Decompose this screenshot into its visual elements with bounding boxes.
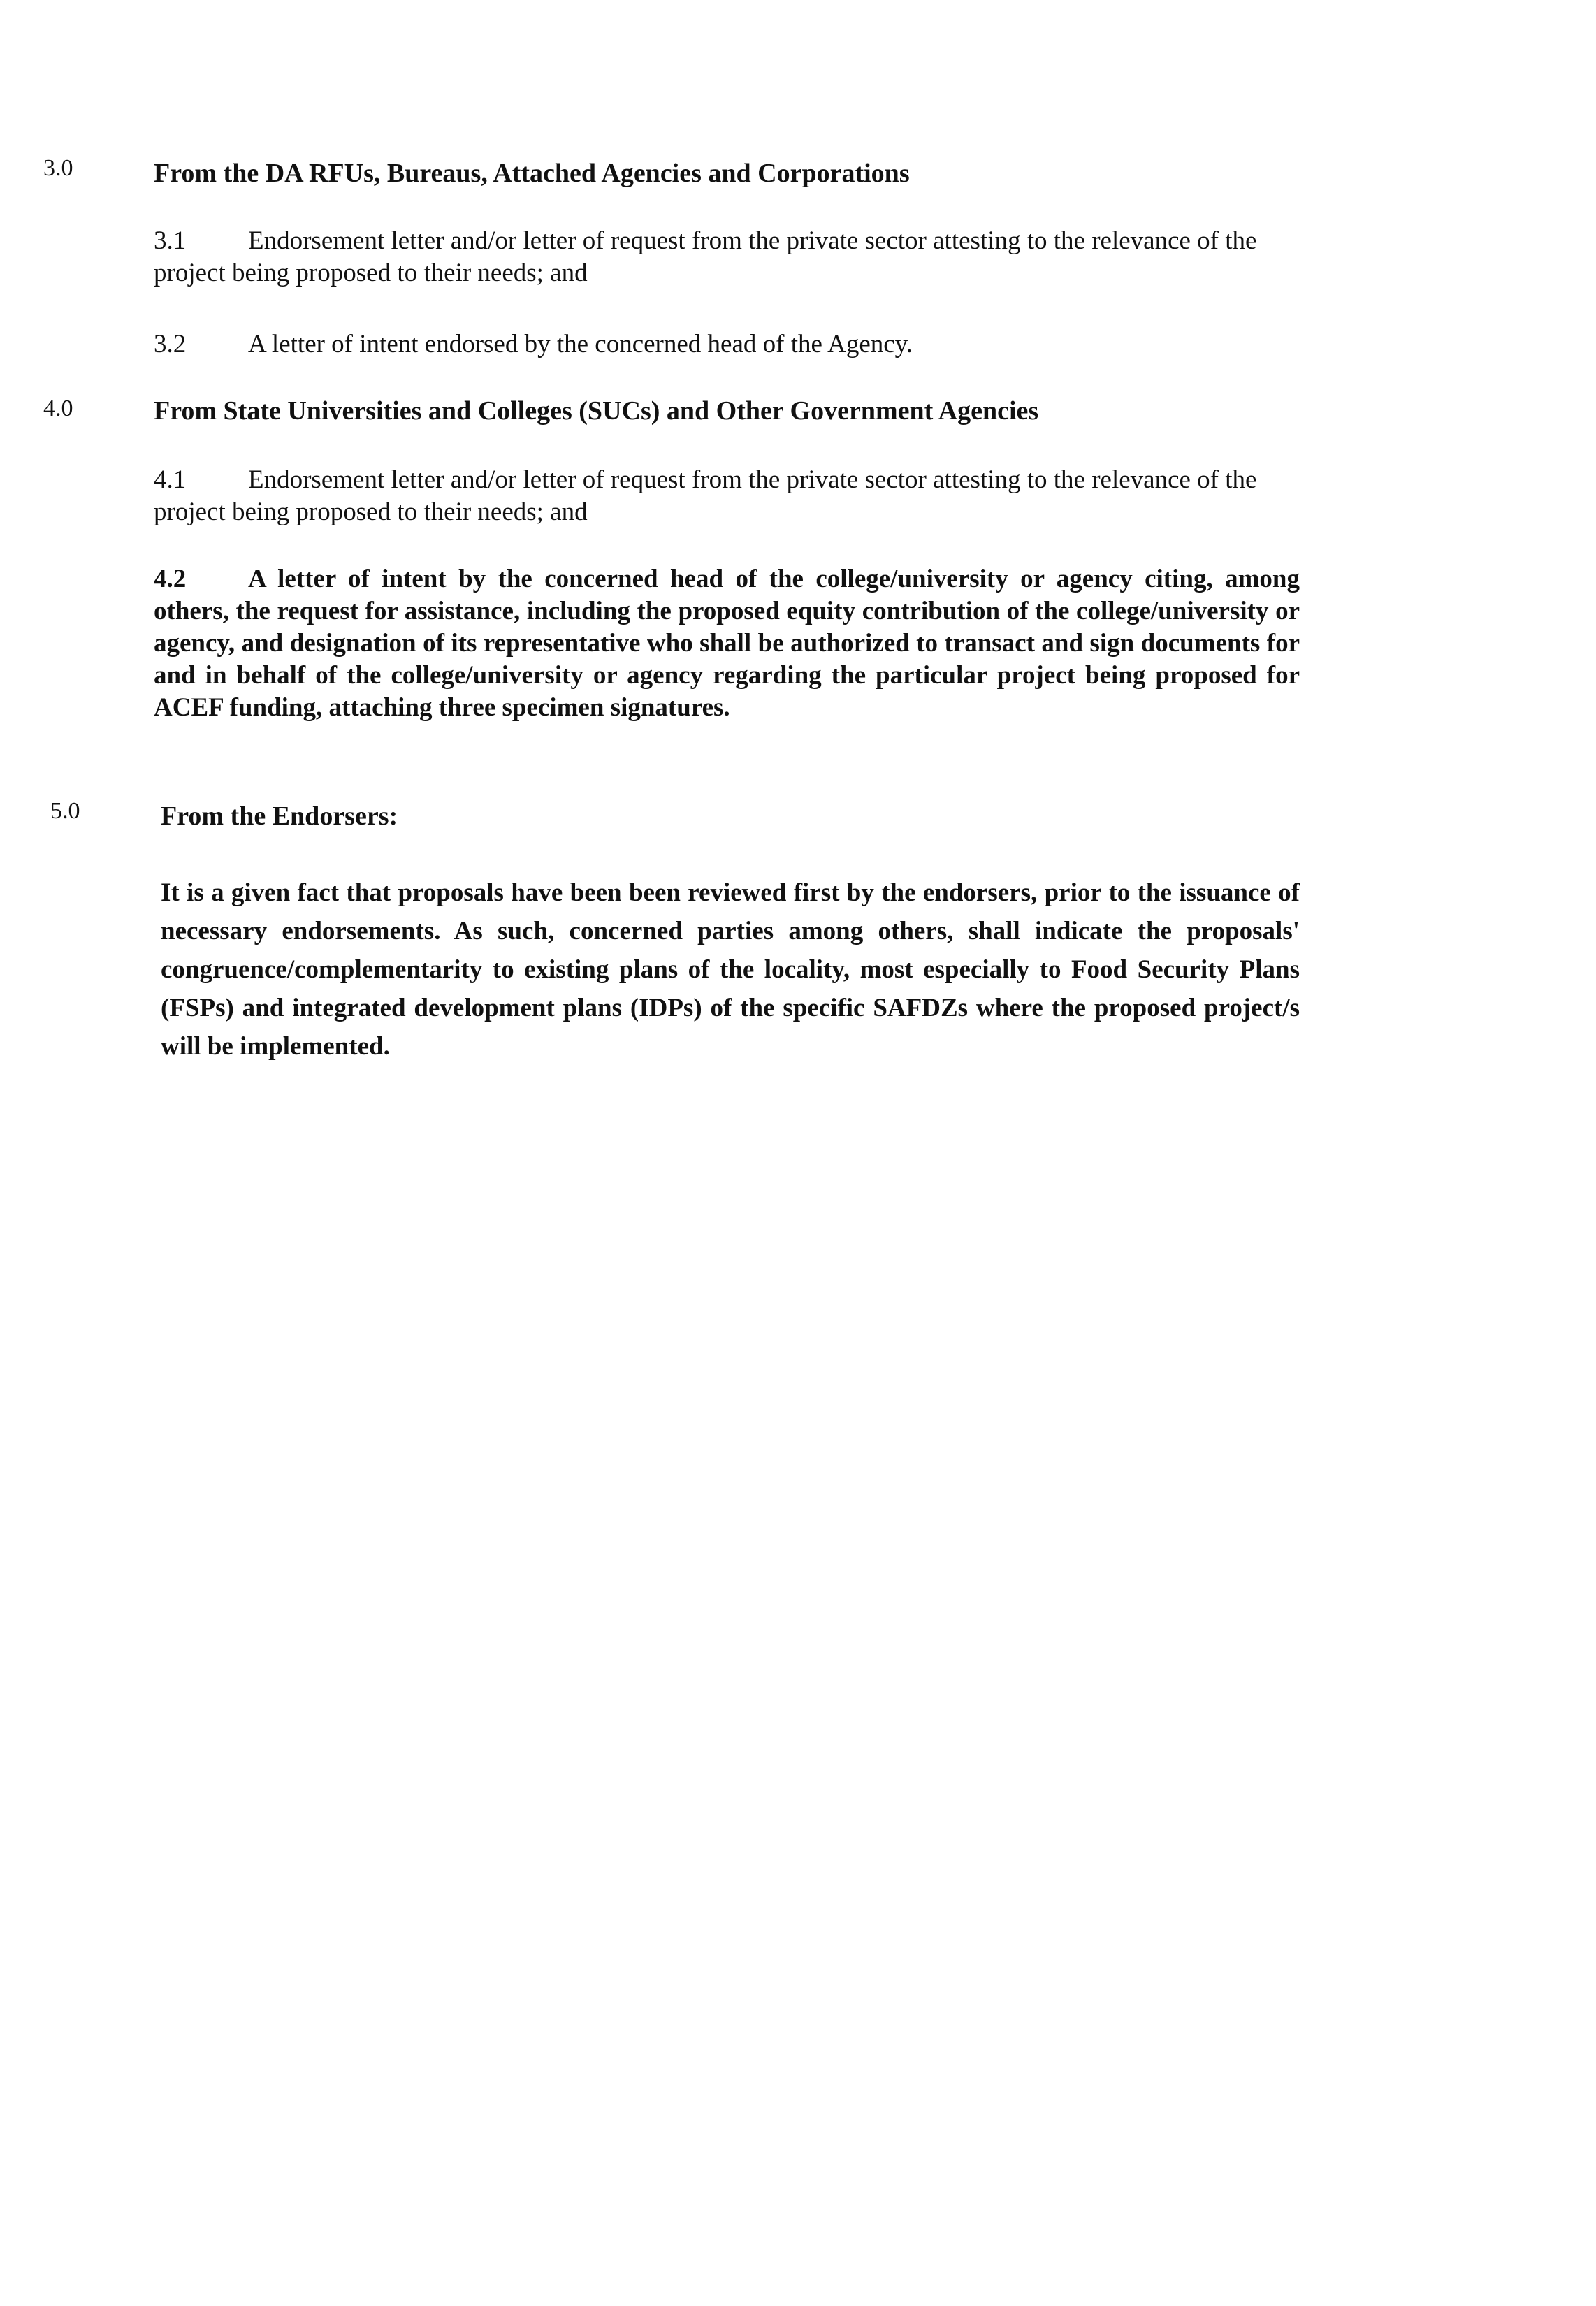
item-number: 3.2 [154,330,187,358]
item-number: 4.2 [154,565,187,593]
section-heading: From the DA RFUs, Bureaus, Attached Agencies and Corporations [154,159,910,188]
item-text: Endorsement letter and/or letter of request from the private sector attesting to the relevance of the project being proposed to their needs; and [154,465,1257,526]
body-paragraph: It is a given fact that proposals have been been reviewed first by the endorsers, prior to the issuance of necessary endorsements. As such, concerned parties among others, shall indicate the proposals' congruence/complementarity to existing plans of the locality, most especially to Food Security Plans (FSPs) and integrated development plans (IDPs) of the specific SAFDZs where the proposed project/s will be implemented. [161,878,1300,1061]
section-number: 3.0 [43,155,73,181]
item-text: A letter of intent endorsed by the concerned head of the Agency. [248,330,913,358]
list-item [154,464,1300,528]
item-text: Endorsement letter and/or letter of request from the private sector attesting to the relevance of the project being proposed to their needs; and [154,226,1257,287]
section-heading: From State Universities and Colleges (SUCs) and Other Government Agencies [154,396,1039,426]
section-number: 4.0 [43,396,73,421]
list-item [154,563,1300,724]
item-number: 4.1 [154,465,187,494]
item-number: 3.1 [154,226,187,255]
section-heading: From the Endorsers: [161,802,398,831]
list-item [154,328,1300,361]
list-item [154,225,1300,289]
section-number: 5.0 [50,798,80,824]
item-text: A letter of intent by the concerned head of the college/university or agency citing, among others, the request for assistance, including the proposed equity contribution of the college/university or agency, and designation of its representative who shall be authorized to transact and sign documents for and in behalf of the college/university or agency regarding the particular project being proposed for ACEF funding, attaching three specimen signatures. [154,565,1300,722]
